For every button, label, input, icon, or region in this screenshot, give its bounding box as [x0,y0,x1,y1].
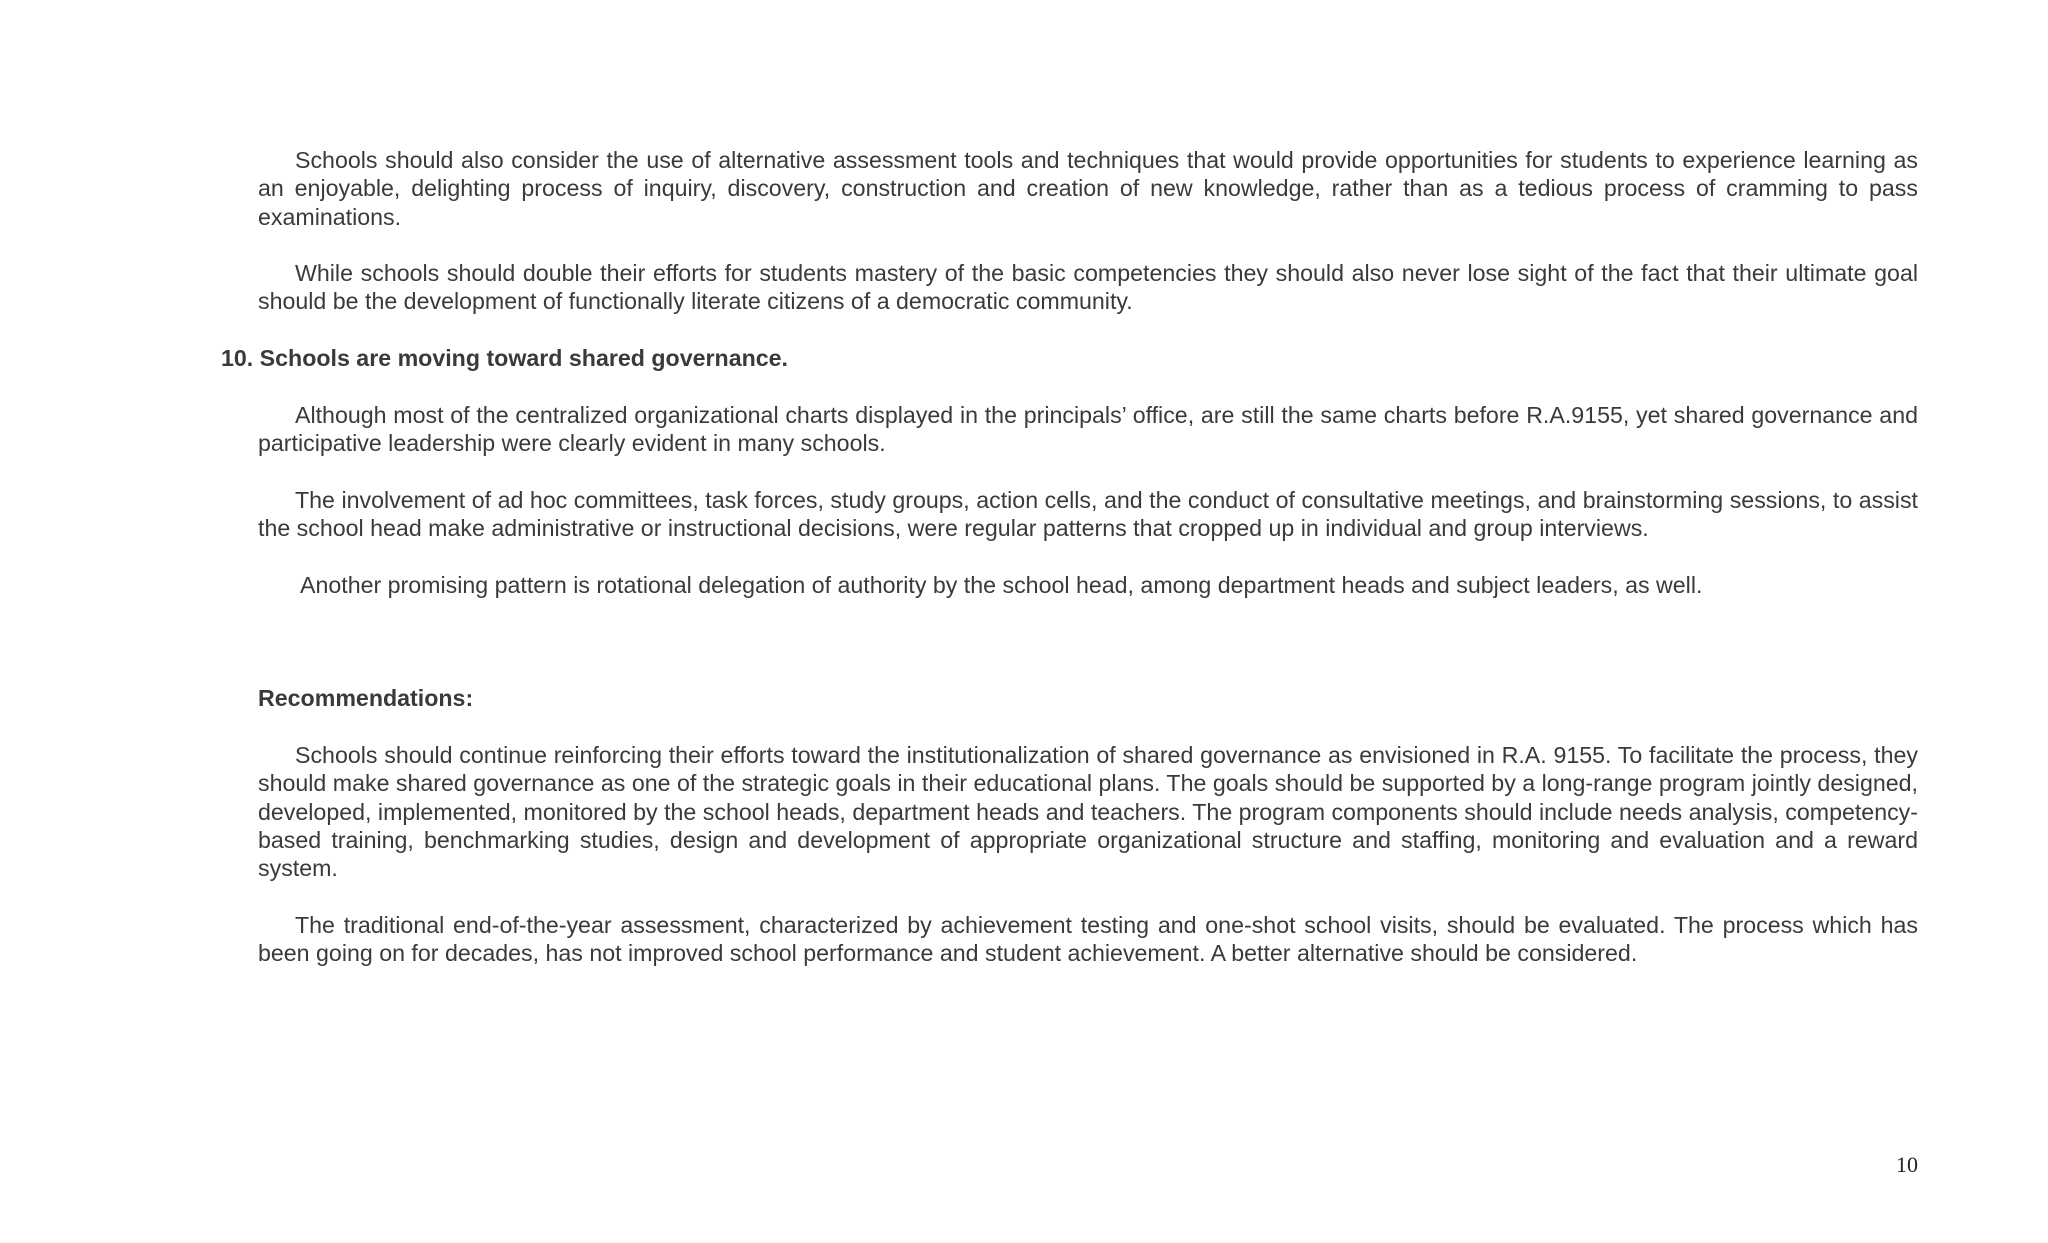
paragraph-rotational-delegation: Another promising pattern is rotational delegation of authority by the school head, among department heads and subject leaders, as well. [300,572,1703,598]
paragraph-organizational-charts: Although most of the centralized organizational charts displayed in the principals’ office, are still the same charts before R.A.9155, yet shared governance and participative leadership were clearly evident in many schools. [258,402,1918,457]
paragraph-basic-competencies: While schools should double their efforts for students mastery of the basic competencies they should also never lose sight of the fact that their ultimate goal should be the development of functionally literate citizens of a democratic community. [258,260,1918,315]
paragraph-recommendation-shared-governance: Schools should continue reinforcing their efforts toward the institutionalization of shared governance as envisioned in R.A. 9155. To facilitate the process, they should make shared governance as one of the strategic goals in their educational plans. The goals should be supported by a long-range program jointly designed, developed, implemented, monitored by the school heads, department heads and teachers. The program components should include needs analysis, competency-based training, benchmarking studies, design and development of appropriate organizational structure and staffing, monitoring and evaluation and a reward system. [258,742,1918,882]
paragraph-ad-hoc-committees: The involvement of ad hoc committees, task forces, study groups, action cells, and the conduct of consultative meetings, and brainstorming sessions, to assist the school head make administrative or instructional decisions, were regular patterns that cropped up in individual and group interviews. [258,487,1918,542]
recommendations-heading: Recommendations: [258,685,474,711]
paragraph-recommendation-assessment: The traditional end-of-the-year assessment, characterized by achievement testing and one-shot school visits, should be evaluated. The process which has been going on for decades, has not improved school performance and student achievement. A better alternative should be considered. [258,912,1918,967]
page-number: 10 [1896,1152,1918,1177]
section-heading: 10. Schools are moving toward shared governance. [221,345,788,371]
paragraph-alternative-assessment: Schools should also consider the use of alternative assessment tools and techniques that would provide opportunities for students to experience learning as an enjoyable, delighting process of inquiry, discovery, construction and creation of new knowledge, rather than as a tedious process of cramming to pass examinations. [258,147,1918,230]
